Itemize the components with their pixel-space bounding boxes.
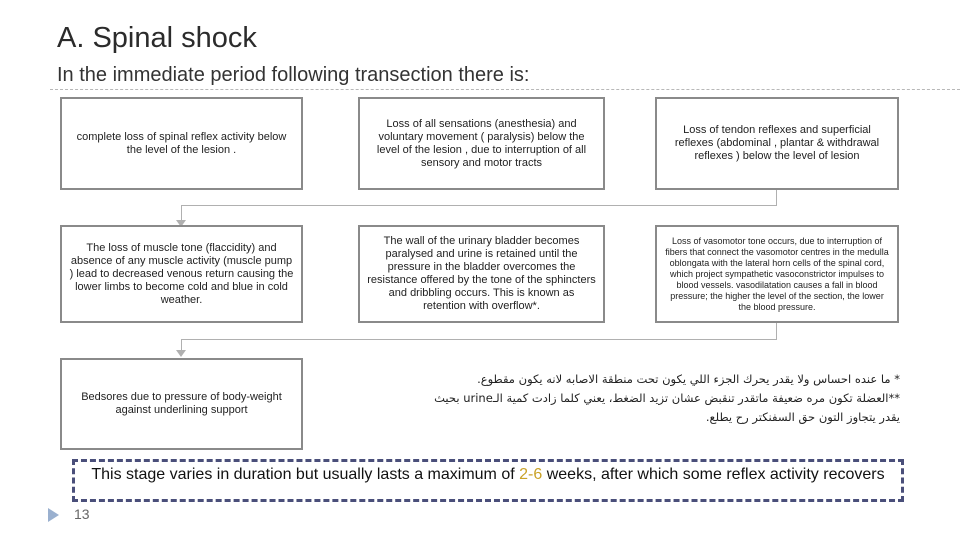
box-urinary-bladder-text: The wall of the urinary bladder becomes paralysed and urine is retained until the pressure in the bladder overcomes the resistance offered by the tone of the sphincters and dribbling occurs. This is known as retention with overflow*.	[367, 235, 596, 312]
connector-row1-left	[181, 205, 182, 221]
box-spinal-reflex-loss	[60, 97, 303, 190]
banner-text-before: This stage varies in duration but usually lasts a maximum of	[91, 466, 520, 483]
box-sensation-loss-text: Loss of all sensations (anesthesia) and voluntary movement ( paralysis) below the level of the lesion , due to interruption of all sensory and motor tracts	[376, 117, 587, 169]
box-vasomotor-tone-loss-text: Loss of vasomotor tone occurs, due to interruption of fibers that connect the vasomotor centres in the medulla oblongata with the lateral horn cells of the spinal cord, which project sympathetic vasoconstrictor impulses to blood vessels. vasodilatation causes a fall in blood pressure; the higher the level of the section, the lower the blood pressure.	[665, 235, 889, 312]
arabic-notes	[372, 370, 900, 427]
connector-row1-horizontal	[181, 205, 777, 206]
banner-dash: -	[528, 466, 534, 483]
connector-row2-arrowhead	[176, 350, 186, 357]
box-tendon-reflex-loss	[655, 97, 899, 190]
slide-title: A. Spinal shock	[57, 22, 257, 54]
connector-row2-horizontal	[181, 339, 777, 340]
play-triangle-icon	[48, 508, 59, 522]
banner-weeks-end: 6	[533, 466, 543, 483]
box-bedsores	[60, 358, 303, 450]
banner-text-after: weeks, after which some reflex activity recovers	[542, 466, 885, 483]
box-muscle-tone-loss-text: The loss of muscle tone (flaccidity) and absence of any muscle activity (muscle pump ) lead to decreased venous return causing the lower limbs to become cold and blue in cold weather.	[69, 241, 294, 306]
title-separator	[50, 89, 960, 90]
connector-row2-right	[776, 323, 777, 339]
box-sensation-loss	[358, 97, 605, 190]
page-number: 13	[74, 506, 90, 522]
box-tendon-reflex-loss-text: Loss of tendon reflexes and superficial reflexes (abdominal , plantar & withdrawal reflexes ) below the level of lesion	[674, 124, 880, 162]
box-spinal-reflex-loss-text: complete loss of spinal reflex activity below the level of the lesion .	[76, 130, 287, 156]
box-bedsores-text: Bedsores due to pressure of body-weight against underlining support	[81, 391, 282, 416]
connector-row1-right	[776, 190, 777, 205]
box-urinary-bladder	[358, 225, 605, 323]
box-vasomotor-tone-loss	[655, 225, 899, 323]
box-muscle-tone-loss	[60, 225, 303, 323]
slide-subtitle: In the immediate period following transection there is:	[57, 64, 530, 86]
duration-banner	[72, 459, 904, 502]
arabic-note-line-2: **العضلة تكون مره ضعيفة ماتقدر تنقبض عشان تزيد الضغط، يعني كلما زادت كمية الـurine بحيث	[434, 391, 900, 405]
arabic-note-line-3: يقدر يتجاوز التون حق السفنكتر رح يطلع.	[705, 410, 900, 424]
arabic-note-line-1: * ما عنده احساس ولا يقدر يحرك الجزء اللي يكون تحت منطقة الاصابه لانه يكون مقطوع.	[477, 372, 900, 386]
banner-weeks-start: 2	[519, 466, 529, 483]
